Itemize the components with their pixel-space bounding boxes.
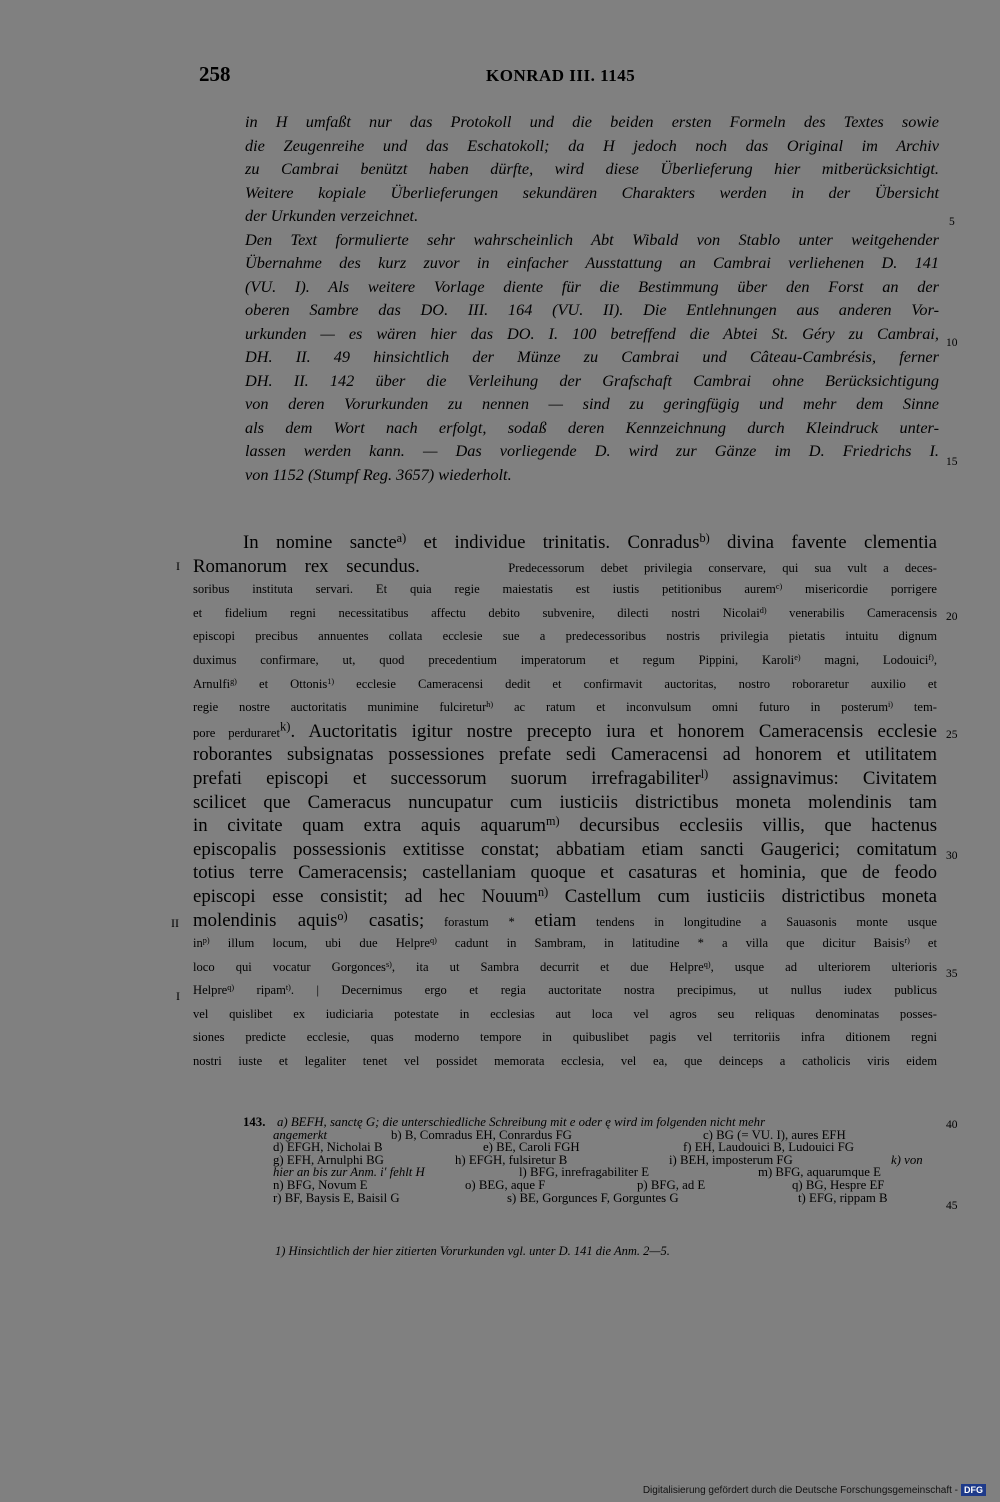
intro-line: die Zeugenreihe und das Eschatokoll; da H jedoch noch das Original im Archiv <box>245 135 939 155</box>
line-number: 5 <box>949 216 955 228</box>
document-number: 143. <box>243 1115 266 1129</box>
intro-line: als dem Wort nach erfolgt, sodaß deren Kennzeichnung durch Kleindruck unter- <box>245 417 939 437</box>
intro-line: zu Cambrai benützt haben dürfte, wird diese Überlieferung hier mitberücksichtigt. <box>245 159 939 178</box>
editorial-introduction <box>245 110 939 486</box>
footnote-row: n) BFG, Novum E o) BEG, aque F p) BFG, ad E q) BG, Hespre EF <box>273 1177 885 1192</box>
charter-line: totius terre Cameracensis; castellaniam quoque et casaturas et hominia, que de feodo <box>193 862 937 884</box>
editorial-footnote: 1) Hinsichtlich der hier zitierten Vorurkunden vgl. unter D. 141 die Anm. 2—5. <box>275 1244 670 1258</box>
footnote-row: r) BF, Baysis E, Baisil G s) BE, Gorgunces F, Gorguntes G t) EFG, rippam B <box>273 1190 888 1205</box>
intro-line: von deren Vorurkunden zu nennen — sind zu geringfügig und mehr dem Sinne <box>245 394 939 413</box>
charter-line: loco qui vocatur Gorgonces$^{s)}$, ita ut Sambra decurrit et due Helpre$^{q)}$, usque ad ulteriorem ulterioris <box>193 959 937 974</box>
line-number: 25 <box>946 729 958 741</box>
charter-line: nostri iuste et legaliter tenet vel possidet memorata ecclesia, vel ea, que deinceps a catholicis viris eidem <box>193 1054 937 1069</box>
charter-line: roborantes subsignatas possessiones prefate sedi Cameracensi ad honorem et utilitatem <box>193 744 937 766</box>
intro-line: lassen werden kann. — Das vorliegende D. wird zur Gänze im D. Friedrichs I. <box>245 441 939 460</box>
intro-line: DH. II. 49 hinsichtlich der Münze zu Cambrai und Câteau-Cambrésis, ferner <box>245 347 939 366</box>
charter-line: In nomine sancte$^{a)}$ et individue trinitatis. Conradus$^{b)}$ divina favente clementia <box>243 530 937 553</box>
intro-line: (VU. I). Als weitere Vorlage diente für die Bestimmung über den Forst an der <box>245 276 939 296</box>
page-number: 258 <box>199 62 231 86</box>
charter-line: soribus instituta servari. Et quia regie maiestatis est iustis petitionibus aurem$^{c)}$ misericordie porrigere <box>193 582 937 597</box>
credit-text: Digitalisierung gefördert durch die Deutsche Forschungsgemeinschaft - <box>642 1484 958 1496</box>
charter-line: episcopi precibus annuentes collata ecclesie sue a predecessoribus nostris privilegia pietatis intuitu dignum <box>193 629 937 644</box>
margin-mark: I <box>176 559 180 573</box>
margin-mark: I <box>176 989 180 1003</box>
line-number: 15 <box>946 456 958 468</box>
charter-line: vel quislibet ex iudiciaria potestate in ecclesias aut loca vel agros seu reliquas denominatas posses- <box>193 1006 937 1021</box>
charter-line: Arnulfi$^{g)}$ et Ottonis$^{1)}$ ecclesie Cameracensi dedit et confirmavit auctoritas, nostro roboraretur auxilio et <box>193 676 937 691</box>
dfg-logo: DFG <box>961 1484 986 1496</box>
intro-line: oberen Sambre das DO. III. 164 (VU. II). Die Entlehnungen aus anderen Vor- <box>245 300 939 319</box>
line-number: 40 <box>946 1119 958 1131</box>
intro-line: DH. II. 142 über die Verleihung der Grafschaft Cambrai ohne Berücksichtigung <box>245 370 939 390</box>
line-number: 10 <box>946 337 958 349</box>
charter-line: siones predicte ecclesie, quas moderno tempore in quibuslibet pagis vel territoriis infra ditionem regni <box>193 1030 937 1045</box>
footnote-row: angemerkt b) B, Comradus EH, Conrardus FG c) BG (= VU. I), aures EFH <box>273 1127 846 1142</box>
charter-line: episcopalis possessionis extitisse constat; abbatiam etiam sancti Gaugerici; comitatum <box>193 838 937 860</box>
intro-line: Weitere kopiale Überlieferungen sekundären Charakters werden in der Übersicht <box>245 182 939 202</box>
charter-line: scilicet que Cameracus nuncupatur cum iusticiis districtibus moneta molendinis tam <box>193 791 937 813</box>
charter-line: in civitate quam extra aquis aquarum$^{m)}$ decursibus ecclesiis villis, que hactenus <box>193 814 938 837</box>
intro-line: von 1152 (Stumpf Reg. 3657) wiederholt. <box>245 464 512 484</box>
charter-line: molendinis aquis$^{o)}$ casatis; forastum * etiam tendens in longitudine a Sauasonis monte usque <box>193 908 938 931</box>
footnote-row: hier an bis zur Anm. i' fehlt H l) BFG, inrefragabiliter E m) BFG, aquarumque E <box>273 1165 881 1180</box>
critical-apparatus <box>243 1116 935 1204</box>
charter-line: et fidelium regni necessitatibus affectu debito subvenire, dilecti nostri Nicolai$^{d)}$ venerabilis Cameracensis <box>193 605 937 620</box>
footnote-row: g) EFH, Arnulphi BG h) EFGH, fulsiretur B i) BEH, imposterum FG k) von <box>273 1152 923 1167</box>
intro-line: in H umfaßt nur das Protokoll und die beiden ersten Formeln des Textes sowie <box>245 112 939 131</box>
charter-line: episcopi esse consistit; ad hec Nouum$^{n)}$ Castellum cum iusticiis districtibus moneta <box>193 884 937 907</box>
charter-line: pore perduraret$^{k)}$. Auctoritatis igitur nostre precepto iura et honorem Cameracensis ecclesie <box>193 719 937 742</box>
intro-line: der Urkunden verzeichnet. <box>245 206 419 225</box>
charter-line: duximus confirmare, ut, quod precedentium imperatorum et regum Pippini, Karoli$^{e)}$ magni, Lodouici$^{f)}$, <box>193 652 937 667</box>
charter-line: regie nostre auctoritatis munimine fulciretur$^{h)}$ ac ratum et inconvulsum omni futuro in posterum$^{i)}$ tem- <box>193 700 937 715</box>
digitization-credit <box>643 1484 986 1496</box>
charter-text <box>193 531 937 1074</box>
charter-line: prefati episcopi et successorum suorum irrefragabiliter$^{l)}$ assignavimus: Civitatem <box>193 766 937 789</box>
line-number: 45 <box>946 1200 958 1212</box>
intro-line: urkunden — es wären hier das DO. I. 100 betreffend die Abtei St. Géry zu Cambrai, <box>245 323 939 343</box>
line-number: 35 <box>946 968 958 980</box>
line-number: 30 <box>946 850 958 862</box>
charter-line: Romanorum rex secundus. Predecessorum debet privilegia conservare, qui sua vult a deces- <box>193 555 937 577</box>
footnote-row: 143. a) BEFH, sanctę G; die unterschiedliche Schreibung mit e oder ę wird im folgenden nicht mehr <box>243 1115 766 1129</box>
line-number: 20 <box>946 611 958 623</box>
footnote-row: d) EFGH, Nicholai B e) BE, Caroli FGH f) EH, Laudouici B, Ludouici FG <box>273 1140 854 1155</box>
intro-line: Übernahme des kurz zuvor in einfacher Ausstattung an Cambrai verliehenen D. 141 <box>245 253 939 272</box>
intro-line: Den Text formulierte sehr wahrscheinlich Abt Wibald von Stablo unter weitgehender <box>245 229 939 249</box>
charter-line: $in^{p)}$ illum locum, ubi due Helpre$^{q)}$ cadunt in Sambram, in latitudine * a villa que dicitur Baisis$^{r)}$ et <box>193 936 938 951</box>
margin-mark: II <box>171 916 179 930</box>
charter-line: Helpre$^{q)}$ ripam$^{t)}$. | Decernimus ergo et regia auctoritate nostra precipimus, ut nullus iudex publicus <box>193 983 937 998</box>
running-title: KONRAD III. 1145 <box>486 66 636 85</box>
